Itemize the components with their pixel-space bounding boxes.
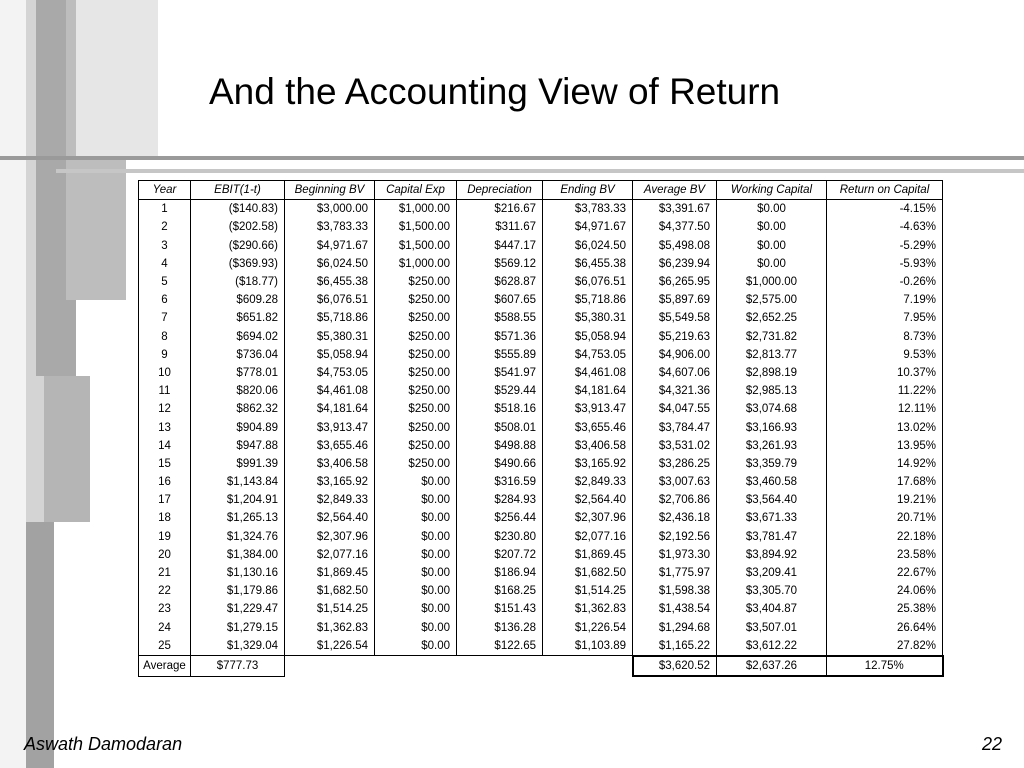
average-return-on-capital: 12.75% [827, 656, 943, 676]
table-cell: $1,143.84 [191, 473, 285, 491]
table-cell: $4,377.50 [633, 218, 717, 236]
table-cell: $5,897.69 [633, 291, 717, 309]
table-cell: $1,500.00 [375, 237, 457, 255]
table-cell: $609.28 [191, 291, 285, 309]
decor-bar-7 [26, 522, 54, 768]
table-cell: $1,775.97 [633, 564, 717, 582]
table-cell: 12.11% [827, 400, 943, 418]
table-cell: $529.44 [457, 382, 543, 400]
table-cell: $4,906.00 [633, 346, 717, 364]
table-row [139, 582, 943, 600]
table-cell: $1,000.00 [375, 255, 457, 273]
table-cell: $3,359.79 [717, 455, 827, 473]
table-cell: $3,165.92 [543, 455, 633, 473]
table-cell: 16 [139, 473, 191, 491]
table-cell: $1,682.50 [543, 564, 633, 582]
table-cell: 17 [139, 491, 191, 509]
table-cell: $0.00 [375, 528, 457, 546]
table-cell: $588.55 [457, 309, 543, 327]
table-cell: 27.82% [827, 637, 943, 656]
table-cell: $5,498.08 [633, 237, 717, 255]
table-row [139, 418, 943, 436]
table-cell: $1,229.47 [191, 600, 285, 618]
table-cell: $820.06 [191, 382, 285, 400]
table-cell: 25 [139, 637, 191, 656]
table-cell: 15 [139, 455, 191, 473]
table-cell: $3,655.46 [543, 418, 633, 436]
table-cell: $0.00 [375, 637, 457, 656]
title-divider-secondary [56, 169, 1024, 173]
table-cell: $555.89 [457, 346, 543, 364]
table-cell: 1 [139, 200, 191, 219]
table-cell: $541.97 [457, 364, 543, 382]
table-cell: $2,564.40 [543, 491, 633, 509]
table-cell: $1,362.83 [543, 600, 633, 618]
table-cell: 25.38% [827, 600, 943, 618]
table-cell: $4,181.64 [285, 400, 375, 418]
table-cell: $6,265.95 [633, 273, 717, 291]
table-cell: $6,455.38 [543, 255, 633, 273]
average-label: Average [139, 656, 191, 676]
table-cell: $1,869.45 [543, 546, 633, 564]
table-cell: $1,514.25 [285, 600, 375, 618]
table-cell: $862.32 [191, 400, 285, 418]
table-cell: $736.04 [191, 346, 285, 364]
table-cell: $4,181.64 [543, 382, 633, 400]
table-cell: 4 [139, 255, 191, 273]
table-cell: $1,500.00 [375, 218, 457, 236]
table-cell: $3,913.47 [285, 418, 375, 436]
table-cell: $3,000.00 [285, 200, 375, 219]
table-cell: $0.00 [717, 200, 827, 219]
table-cell: $3,261.93 [717, 437, 827, 455]
table-cell: 23 [139, 600, 191, 618]
table-cell: $0.00 [717, 218, 827, 236]
table-cell: $250.00 [375, 328, 457, 346]
table-cell: $151.43 [457, 600, 543, 618]
column-header: Return on Capital [827, 181, 943, 200]
table-cell: 26.64% [827, 619, 943, 637]
table-cell: 23.58% [827, 546, 943, 564]
author-name: Aswath Damodaran [24, 734, 183, 754]
table-cell: $0.00 [375, 582, 457, 600]
table-cell: ($369.93) [191, 255, 285, 273]
table-cell: 7.95% [827, 309, 943, 327]
table-cell: 13.02% [827, 418, 943, 436]
table-cell: $284.93 [457, 491, 543, 509]
table-cell: $250.00 [375, 273, 457, 291]
table-cell: $2,985.13 [717, 382, 827, 400]
table-cell: $508.01 [457, 418, 543, 436]
table-cell: $3,404.87 [717, 600, 827, 618]
title-divider [0, 156, 1024, 160]
table-row [139, 637, 943, 656]
table-cell: $250.00 [375, 346, 457, 364]
table-row [139, 509, 943, 527]
table-cell: $0.00 [717, 255, 827, 273]
table-cell: $3,007.63 [633, 473, 717, 491]
empty-cell [375, 656, 457, 676]
table-cell: 13 [139, 418, 191, 436]
table-cell: -5.93% [827, 255, 943, 273]
table-cell: $3,507.01 [717, 619, 827, 637]
table-cell: $1,324.76 [191, 528, 285, 546]
column-header: Working Capital [717, 181, 827, 200]
table-cell: 24.06% [827, 582, 943, 600]
table-cell: 19 [139, 528, 191, 546]
table-cell: $2,898.19 [717, 364, 827, 382]
table-cell: $250.00 [375, 364, 457, 382]
table-row [139, 455, 943, 473]
table-cell: $991.39 [191, 455, 285, 473]
column-header: Ending BV [543, 181, 633, 200]
table-cell: $2,813.77 [717, 346, 827, 364]
table-cell: $207.72 [457, 546, 543, 564]
table-cell: 20.71% [827, 509, 943, 527]
table-cell: $3,913.47 [543, 400, 633, 418]
table-cell: $2,564.40 [285, 509, 375, 527]
table-cell: $2,731.82 [717, 328, 827, 346]
table-cell: $1,598.38 [633, 582, 717, 600]
table-cell: $311.67 [457, 218, 543, 236]
column-header: Capital Exp [375, 181, 457, 200]
column-header: Year [139, 181, 191, 200]
table-cell: $5,058.94 [543, 328, 633, 346]
table-cell: $4,753.05 [285, 364, 375, 382]
table-cell: $0.00 [375, 546, 457, 564]
table-cell: $2,652.25 [717, 309, 827, 327]
table-cell: $1,000.00 [375, 200, 457, 219]
table-cell: $1,204.91 [191, 491, 285, 509]
table-cell: 10 [139, 364, 191, 382]
table-cell: $3,783.33 [285, 218, 375, 236]
table-cell: $0.00 [375, 509, 457, 527]
table-row [139, 491, 943, 509]
table-cell: $6,455.38 [285, 273, 375, 291]
table-row [139, 273, 943, 291]
table-cell: $1,130.16 [191, 564, 285, 582]
table-row [139, 200, 943, 219]
table-cell: -4.15% [827, 200, 943, 219]
table-cell: $1,226.54 [285, 637, 375, 656]
table-cell: $3,286.25 [633, 455, 717, 473]
table-cell: 9 [139, 346, 191, 364]
table-cell: $3,671.33 [717, 509, 827, 527]
table-cell: $6,076.51 [285, 291, 375, 309]
table-row [139, 291, 943, 309]
table-cell: $1,438.54 [633, 600, 717, 618]
table-cell: $1,226.54 [543, 619, 633, 637]
table-cell: 2 [139, 218, 191, 236]
table-row [139, 528, 943, 546]
decor-bar-5 [76, 0, 158, 156]
table-cell: $216.67 [457, 200, 543, 219]
table-cell: $3,531.02 [633, 437, 717, 455]
table-cell: $5,718.86 [543, 291, 633, 309]
column-header: Beginning BV [285, 181, 375, 200]
page-number: 22 [981, 734, 1002, 754]
table-cell: $3,781.47 [717, 528, 827, 546]
table-row [139, 546, 943, 564]
table-cell: $2,307.96 [543, 509, 633, 527]
table-cell: $3,655.46 [285, 437, 375, 455]
table-cell: $168.25 [457, 582, 543, 600]
table-cell: -0.26% [827, 273, 943, 291]
table-cell: $5,718.86 [285, 309, 375, 327]
table-cell: $2,849.33 [543, 473, 633, 491]
table-cell: $0.00 [717, 237, 827, 255]
table-cell: $3,305.70 [717, 582, 827, 600]
table-cell: $3,783.33 [543, 200, 633, 219]
table-row [139, 346, 943, 364]
table-cell: $2,077.16 [543, 528, 633, 546]
table-cell: $1,179.86 [191, 582, 285, 600]
table-cell: -5.29% [827, 237, 943, 255]
table-cell: $1,265.13 [191, 509, 285, 527]
table-cell: 24 [139, 619, 191, 637]
table-cell: 21 [139, 564, 191, 582]
table-cell: $3,406.58 [285, 455, 375, 473]
table-cell: $1,103.89 [543, 637, 633, 656]
table-row [139, 309, 943, 327]
table-cell: 20 [139, 546, 191, 564]
table-cell: $4,753.05 [543, 346, 633, 364]
column-header: Depreciation [457, 181, 543, 200]
table-cell: $651.82 [191, 309, 285, 327]
table-cell: $6,024.50 [543, 237, 633, 255]
table-cell: $490.66 [457, 455, 543, 473]
table-cell: $3,166.93 [717, 418, 827, 436]
average-working-capital: $2,637.26 [717, 656, 827, 676]
table-cell: $0.00 [375, 619, 457, 637]
table-row [139, 255, 943, 273]
table-cell: $256.44 [457, 509, 543, 527]
table-cell: $947.88 [191, 437, 285, 455]
table-cell: $607.65 [457, 291, 543, 309]
table-cell: $250.00 [375, 437, 457, 455]
table-row [139, 400, 943, 418]
table-cell: 8 [139, 328, 191, 346]
table-cell: $5,219.63 [633, 328, 717, 346]
empty-cell [457, 656, 543, 676]
table-cell: $2,436.18 [633, 509, 717, 527]
table-row [139, 364, 943, 382]
table-cell: $4,971.67 [285, 237, 375, 255]
table-cell: $3,391.67 [633, 200, 717, 219]
table-cell: $4,321.36 [633, 382, 717, 400]
table-cell: $498.88 [457, 437, 543, 455]
table-cell: $250.00 [375, 309, 457, 327]
average-ebit: $777.73 [191, 656, 285, 676]
table-cell: 17.68% [827, 473, 943, 491]
table-cell: $3,074.68 [717, 400, 827, 418]
table-cell: $3,784.47 [633, 418, 717, 436]
table-cell: $778.01 [191, 364, 285, 382]
table-cell: $4,461.08 [543, 364, 633, 382]
table-cell: ($140.83) [191, 200, 285, 219]
table-cell: 19.21% [827, 491, 943, 509]
table-cell: $3,894.92 [717, 546, 827, 564]
table-cell: $122.65 [457, 637, 543, 656]
table-cell: $2,575.00 [717, 291, 827, 309]
table-cell: -4.63% [827, 218, 943, 236]
table-cell: 7 [139, 309, 191, 327]
table-cell: 10.37% [827, 364, 943, 382]
table-cell: 8.73% [827, 328, 943, 346]
table-cell: $3,209.41 [717, 564, 827, 582]
table-row [139, 564, 943, 582]
table-cell: 22.67% [827, 564, 943, 582]
table-cell: ($18.77) [191, 273, 285, 291]
table-row [139, 218, 943, 236]
table-cell: $4,047.55 [633, 400, 717, 418]
table-cell: $3,460.58 [717, 473, 827, 491]
table-row [139, 328, 943, 346]
table-cell: $5,549.58 [633, 309, 717, 327]
table-cell: 12 [139, 400, 191, 418]
table-cell: $250.00 [375, 382, 457, 400]
table-cell: 9.53% [827, 346, 943, 364]
table-cell: $136.28 [457, 619, 543, 637]
table-cell: $250.00 [375, 291, 457, 309]
table-cell: $5,380.31 [543, 309, 633, 327]
table-cell: ($202.58) [191, 218, 285, 236]
table-cell: $1,384.00 [191, 546, 285, 564]
table-cell: $0.00 [375, 491, 457, 509]
table-cell: $250.00 [375, 455, 457, 473]
table-cell: $0.00 [375, 473, 457, 491]
table-cell: $1,362.83 [285, 619, 375, 637]
table-cell: 3 [139, 237, 191, 255]
table-cell: $571.36 [457, 328, 543, 346]
table-cell: $1,279.15 [191, 619, 285, 637]
table-header-row [139, 181, 943, 200]
decor-bar-6 [44, 376, 90, 522]
table-cell: $518.16 [457, 400, 543, 418]
table-row [139, 437, 943, 455]
table-cell: 7.19% [827, 291, 943, 309]
table-cell: $6,076.51 [543, 273, 633, 291]
table-cell: $186.94 [457, 564, 543, 582]
decor-bar-2 [0, 0, 26, 768]
table-cell: $3,564.40 [717, 491, 827, 509]
empty-cell [285, 656, 375, 676]
empty-cell [543, 656, 633, 676]
table-row [139, 619, 943, 637]
table-cell: $2,077.16 [285, 546, 375, 564]
table-row [139, 600, 943, 618]
table-cell: $1,514.25 [543, 582, 633, 600]
table-cell: 11.22% [827, 382, 943, 400]
table-cell: $0.00 [375, 564, 457, 582]
table-cell: $0.00 [375, 600, 457, 618]
column-header: Average BV [633, 181, 717, 200]
table-cell: $628.87 [457, 273, 543, 291]
table-cell: $2,307.96 [285, 528, 375, 546]
table-cell: $5,058.94 [285, 346, 375, 364]
table-cell: $2,849.33 [285, 491, 375, 509]
table-row [139, 473, 943, 491]
table-cell: $4,971.67 [543, 218, 633, 236]
table-cell: $904.89 [191, 418, 285, 436]
table-cell: $250.00 [375, 400, 457, 418]
table-cell: 22.18% [827, 528, 943, 546]
table-cell: $1,165.22 [633, 637, 717, 656]
table-cell: 6 [139, 291, 191, 309]
table-cell: $230.80 [457, 528, 543, 546]
column-header: EBIT(1-t) [191, 181, 285, 200]
table-cell: $4,461.08 [285, 382, 375, 400]
table-cell: $2,706.86 [633, 491, 717, 509]
table-cell: ($290.66) [191, 237, 285, 255]
table-cell: $1,869.45 [285, 564, 375, 582]
slide-title: And the Accounting View of Return [209, 71, 781, 112]
table-cell: $1,329.04 [191, 637, 285, 656]
table-cell: $3,165.92 [285, 473, 375, 491]
table-cell: $694.02 [191, 328, 285, 346]
table-cell: $3,612.22 [717, 637, 827, 656]
table-cell: 11 [139, 382, 191, 400]
table-cell: $5,380.31 [285, 328, 375, 346]
table-row [139, 382, 943, 400]
table-cell: $1,682.50 [285, 582, 375, 600]
table-cell: $6,024.50 [285, 255, 375, 273]
table-cell: 5 [139, 273, 191, 291]
table-cell: $1,973.30 [633, 546, 717, 564]
table-cell: $6,239.94 [633, 255, 717, 273]
table-cell: 22 [139, 582, 191, 600]
table-row [139, 237, 943, 255]
average-row [139, 656, 943, 676]
table-cell: 13.95% [827, 437, 943, 455]
table-cell: 14.92% [827, 455, 943, 473]
table-cell: $1,294.68 [633, 619, 717, 637]
table-cell: $3,406.58 [543, 437, 633, 455]
table-cell: $4,607.06 [633, 364, 717, 382]
average-bv: $3,620.52 [633, 656, 717, 676]
table-cell: $1,000.00 [717, 273, 827, 291]
table-cell: 18 [139, 509, 191, 527]
table-cell: $316.59 [457, 473, 543, 491]
table-cell: 14 [139, 437, 191, 455]
return-on-capital-table [138, 180, 944, 677]
table-cell: $250.00 [375, 418, 457, 436]
table-cell: $2,192.56 [633, 528, 717, 546]
table-cell: $569.12 [457, 255, 543, 273]
table-cell: $447.17 [457, 237, 543, 255]
